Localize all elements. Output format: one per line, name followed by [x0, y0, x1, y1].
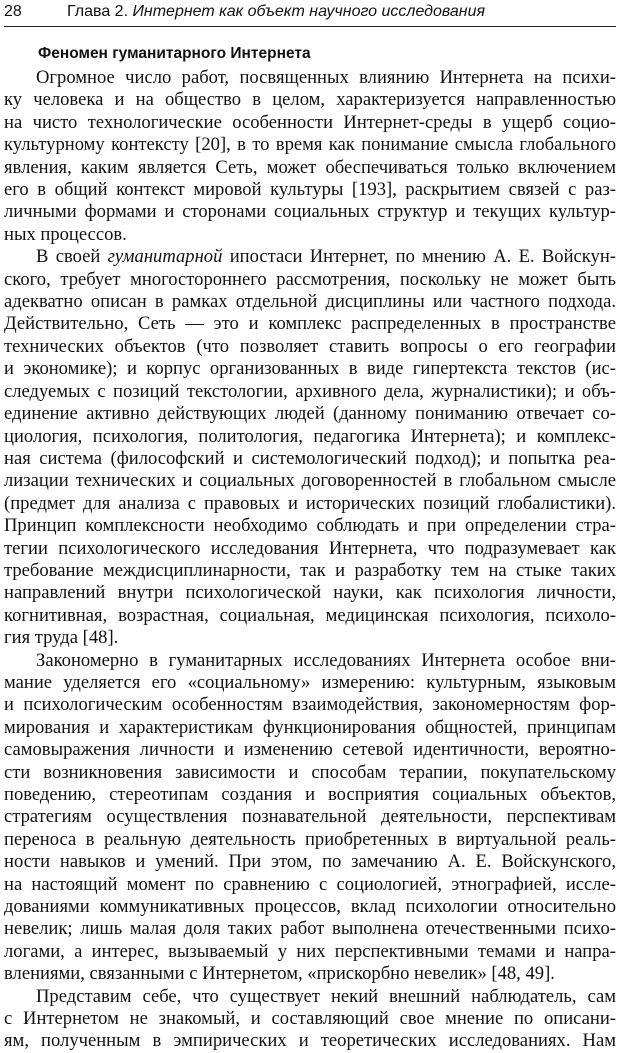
text-line: гия труда [48].: [4, 627, 119, 649]
paragraph: [4, 986, 616, 1053]
running-head: [67, 0, 485, 24]
text-line: невелик; лишь малая доля таких работ выполнена отечественными психо-: [4, 918, 616, 940]
text-line: Действительно, Сеть — это и комплекс распределенных в пространстве: [4, 313, 616, 335]
text-line: личными формами и сторонами социальных структур и текущих культур-: [4, 201, 616, 223]
running-header: [4, 0, 616, 27]
text-line: на настоящий момент по сравнению с социологией, этнографией, иссле-: [4, 873, 616, 895]
paragraph: [4, 650, 616, 986]
text-line: сти возникновения зависимости и способам терапии, покупательскому: [4, 761, 616, 783]
text-line: В своей гуманитарной ипостаси Интернет, по мнению А. Е. Войскун-: [36, 246, 616, 268]
text-line: ку человека и на общество в целом, характеризуется направленностью: [4, 89, 616, 111]
text-line: Закономерно в гуманитарных исследованиях Интернета особое вни-: [36, 649, 616, 671]
text-line: когнитивная, возрастная, социальная, медицинская психология, психоло-: [4, 604, 616, 626]
text-line: адекватно описан в рамках отдельной дисциплины или частного подхода.: [4, 291, 616, 313]
text-line: мание уделяется его «социальному» измерению: культурным, языковым: [4, 671, 616, 693]
text-line: стратегиям осуществления познавательной деятельности, перспективам: [4, 806, 616, 828]
text-line: Огромное число работ, посвященных влиянию Интернета на психи-: [36, 67, 616, 88]
text-line: циология, психология, политология, педагогика Интернета); и комплекс-: [4, 425, 616, 447]
text-line: ная система (философский и системологический подход); и попытка реа-: [4, 447, 616, 469]
text-line: единение активно действующих людей (данному пониманию отвечает со-: [4, 403, 616, 425]
text-line: лизации технических и социальных договоренностей в глобальном смысле: [4, 470, 616, 492]
text-line: (предмет для анализа с правовых и исторических позиций глобалистики).: [4, 492, 616, 514]
text-line: культурному контексту [20], в то время как понимание смысла глобального: [4, 134, 616, 156]
text-line: требование междисциплинарности, так и разработку тем на стыке таких: [4, 559, 616, 581]
chapter-title: Интернет как объект научного исследования: [132, 3, 486, 20]
text-line: дованиями коммуникативных процессов, вклад психологии относительно: [4, 896, 616, 918]
paragraph: [4, 246, 616, 649]
text-line: логами, а интерес, вызываемый у них перспективными темами и напра-: [4, 940, 616, 962]
text-line: на чисто технологические особенности Интернет-среды в ущерб социо-: [4, 111, 616, 133]
text-line: ям, полученным в эмпирических и теоретических исследованиях. Нам: [4, 1030, 616, 1052]
text-line: тегии психологического исследования Интернета, что подразумевает как: [4, 537, 616, 559]
section-heading: Феномен гуманитарного Интернета: [38, 45, 311, 62]
text-line: с Интернетом не знакомый, и составляющий свое мнение по описани-: [4, 1008, 616, 1030]
text-line: самовыражения личности и изменению сетевой идентичности, вероятно-: [4, 739, 616, 761]
text-line: мирования и характеристикам функционирования общностей, принципам: [4, 716, 616, 738]
text-line: ности навыков и умений. При этом, по замечанию А. Е. Войскунского,: [4, 851, 616, 873]
text-line: и экономике); и корпус организованных в виде гипертекста текстов (ис-: [4, 358, 616, 380]
text-line: явления, каким является Сеть, может обеспечиваться только включением: [4, 156, 616, 178]
text-line: его в общий контекст мировой культуры [193], раскрытием связей с раз-: [4, 179, 616, 201]
text-line: влениями, связанными с Интернетом, «прискорбно невелик» [48, 49].: [4, 963, 555, 985]
text-line: переноса в реальную деятельность приобретенных в виртуальной реаль-: [4, 828, 616, 850]
text-line: ского, требует многостороннего рассмотрения, поскольку не может быть: [4, 268, 616, 290]
page-number: 28: [4, 3, 22, 20]
paragraph: [4, 67, 616, 246]
chapter-label: Глава 2.: [67, 3, 129, 20]
emphasized-term: гуманитарной: [107, 246, 223, 268]
text-line: поведению, стереотипам создания и восприятия социальных объектов,: [4, 784, 616, 805]
text-line: технических объектов (что позволяет ставить вопросы о его географии: [4, 335, 616, 357]
text-line: направлений внутри психологической науки, как психология личности,: [4, 582, 616, 604]
text-line: ных процессов.: [4, 223, 127, 245]
text-line: Принцип комплексности необходимо соблюдать и при определении стра-: [4, 515, 616, 537]
body-text: [4, 67, 616, 1053]
text-line: следуемых с позиций текстологии, архивного дела, журналистики); и объ-: [4, 380, 616, 402]
text-line: и психологическим особенностям взаимодействия, закономерностям фор-: [4, 694, 616, 716]
text-line: Представим себе, что существует некий внешний наблюдатель, сам: [36, 985, 616, 1007]
